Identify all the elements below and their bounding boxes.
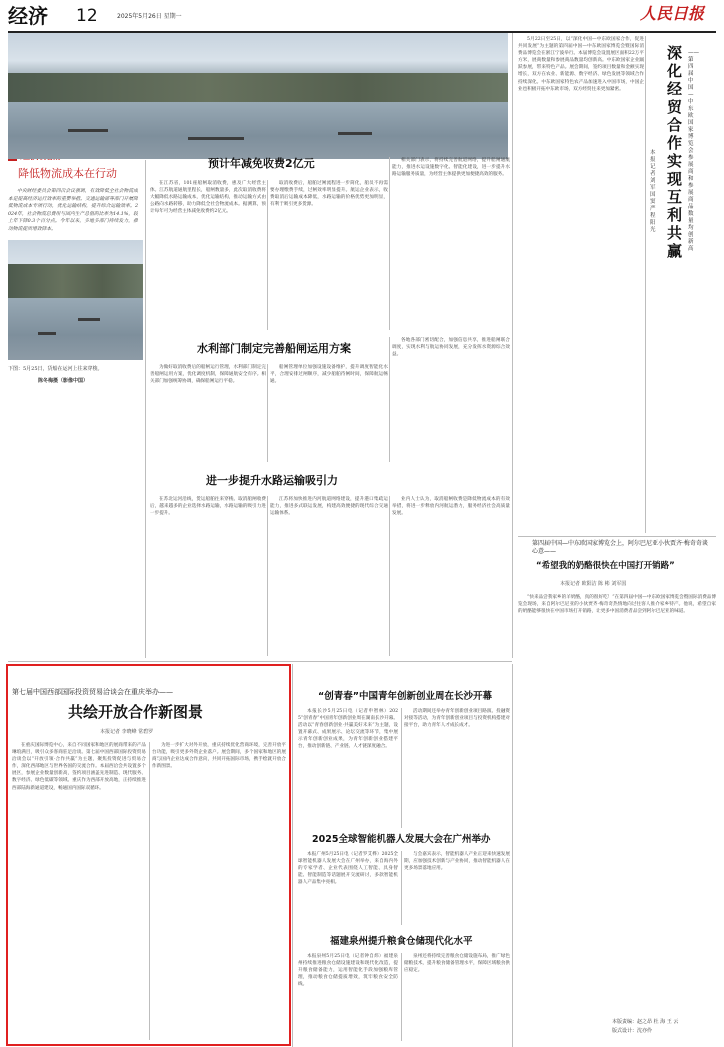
story-left-body-col-1: 在重庆国际博览中心，来自不同国家和地区的展商带来的产品琳琅满目，吸引众多客商驻足洽谈。第七届中国西部国际投资贸易洽谈会以“开放引领·合作共赢”为主题，聚焦投资促进与贸易合作，深化西部地区与世界各国的交流合作。本届西洽会共设置多个展区，参展企业数量创新高，签约项目涵盖先进制造、现代服务、数字经济、绿色低碳等领域。重庆作为西部开放高地，正持续推进西部陆海新通道建设，畅通国内国际双循环。: [12, 743, 146, 791]
story-mid3-headline: 福建泉州提升粮食仓储现代化水平: [330, 936, 473, 947]
story-mid3-body-col-2: 泉州还将持续完善粮食仓储设施布局，推广绿色储粮技术，提升粮食储备管理水平，保障区域粮食供应稳定。: [404, 954, 510, 974]
sidebar-body: 中央财经委员会第四次会议强调，有效降低全社会物流成本是提高经济运行效率的重要举措。交通运输部等部门开展降低物流成本专项行动，优化运输结构，提升综合运输效率。2024年，社会物流总费用与国内生产总值的比率为14.1%，较上年下降0.3个百分点。今年以来，多地多部门持续发力，推动物流提质增效降本。: [8, 189, 138, 232]
main-body-col-7: 在苏北运河沿线，货运船舶往来穿梭。取消船闸收费后，越来越多的企业选择水路运输，水路运输的吸引力进一步提升。: [150, 497, 266, 517]
story-mid3-body-col-1: 本报泉州5月25日电（记者钟自炜）福建泉州持续推进粮食仓储设施建设和现代化改造，提升粮食储备能力，运用智能化手段加强粮库管理，推动粮食仓储提质增效，筑牢粮食安全防线。: [298, 954, 398, 988]
photo-caption: 下图：5月25日，货船在运河上往来穿梭。: [8, 366, 103, 372]
right-story2-kicker: 第四届中国—中东欧国家博览会上，阿尔巴尼亚小伙贾齐·梅奇奇谈心意——: [532, 540, 708, 555]
section-name: 经济: [8, 4, 48, 28]
right-story2-body: “快来品尝我家乡的羊奶酪，真的很好吃！”在第四届中国—中东欧国家博览会暨国际消费品博览会现场，来自阿尔巴尼亚的小伙贾齐·梅奇奇热情地向过往客人推介家乡特产。他说，希望自家的奶酪能够很快在中国市场打开销路，让更多中国消费者品尝到阿尔巴尼亚的味道。: [518, 595, 716, 615]
main-body-col-8: 江苏将加快推进内河航道网络建设，提升港口集疏运能力，推进多式联运发展，构建高效便捷的现代综合交通运输体系。: [270, 497, 388, 517]
main-subhead-3: 进一步提升水路运输吸引力: [206, 474, 338, 487]
story-mid-headline: “创青春”中国青年创新创业周在长沙开幕: [318, 691, 492, 702]
main-body-col-2: 取消收费后，船舶过闸流程进一步简化，船员不再需要办理缴费手续，过闸效率明显提升。航运企业表示，收费取消后运输成本降低，水路运输的价格优势更加明显，有利于吸引更多货源。: [270, 181, 388, 208]
issue-date: 2025年5月26日 星期一: [117, 13, 182, 20]
main-subhead-2: 水利部门制定完善船闸运用方案: [197, 342, 351, 355]
story-mid2-body-col-2: 与会嘉宾表示，智能机器人产业正迎来快速发展期，应加强技术创新与产业协同，推动智能机器人在更多场景落地应用。: [404, 852, 510, 872]
main-body-col-3: 相关部门表示，将持续完善航道网络，提升船闸通航能力，推进水运设施数字化、智能化建设，进一步提升水路运输服务质量，为经营主体提供更加便捷高效的服务。: [392, 158, 510, 178]
editor-credit: 本版责编：赵之昂 杜 海 王 云: [612, 1019, 679, 1025]
design-credit: 版式设计：沈亦伶: [612, 1028, 653, 1034]
newspaper-logo: 人民日报: [640, 4, 705, 23]
right-headline: 深化经贸合作 实现互利共赢: [667, 44, 683, 260]
main-body-col-9: 业内人士认为，取消船闸收费是降低物流成本的有效举措，将进一步释放内河航运潜力，服务经济社会高质量发展。: [392, 497, 510, 517]
canal-photo: [8, 240, 143, 360]
sidebar-title: 降低物流成本在行动: [18, 167, 117, 180]
page-number: 12: [76, 6, 98, 26]
main-body-col-1: 在江苏省，101座船闸取消收费，惠及广大经营主体。江苏航道通航里程长，船闸数量多，此次取消收费将大幅降低水路运输成本，优化运输结构，推动运输方式由公路向水路转移，助力降低全社会物流成本。据测算，预计每年可为经营主体减免收费约2亿元。: [150, 181, 266, 215]
right-byline: 本报记者 刘军国 窦 严 程 阳光: [650, 150, 656, 233]
right-body: 5月22日至25日，以“深化中国—中东欧国家合作，促进共同发展”为主题的第四届中国—中东欧国家博览会暨国际消费品博览会在浙江宁波举行。本届博览会设置展区面积22万平方米，展商数量和参展商品数量均创新高。中东欧国家企业踊跃参展，带来特色产品。展会期间，签约项目数量和金额实现增长，双方在农业、新能源、数字经济、绿色发展等领域合作持续深化。中东欧国家特色农产品加速进入中国市场，中国企业也积极开拓中东欧市场，双方经贸往来更加紧密。: [518, 37, 644, 92]
story-left-body-col-2: 为进一步扩大对外开放，重庆持续优化营商环境，完善开放平台功能，吸引更多外资企业落户。展会期间，多个国家和地区的展商与国内企业达成合作意向，共同开拓国际市场，携手绘就开放合作新图景。: [152, 743, 286, 770]
main-body-col-6: 各地各部门密切配合，加强信息共享，推进船闸联合调度，实现水利与航运协同发展，充分发挥水资源综合效益。: [392, 338, 510, 358]
story-left-headline: 共绘开放合作新图景: [68, 703, 204, 721]
main-subhead-1: 预计年减免收费2亿元: [208, 157, 315, 170]
right-story2-byline: 本报记者 欧阳洁 陈 彬 刘军国: [560, 581, 627, 587]
photo-credit: 陈冬梅摄（影像中国）: [38, 378, 89, 384]
main-body-col-5: 船闸管理单位加强设施设备维护，提升调度智能化水平，合理安排过闸顺序，减少船舶待闸时间，保障航运畅通。: [270, 365, 388, 385]
main-body-col-4: 为做好取消收费后的船闸运行管理，水利部门制定完善船闸运用方案，优化调度机制，保障通航安全有序。相关部门加强统筹协调，确保船闸运行平稳。: [150, 365, 266, 385]
right-story2-headline: “希望我的奶酪很快在中国打开销路”: [536, 561, 675, 571]
story-mid-body-col-2: 活动期间还举办青年创新创业项目路演、投融资对接等活动，为青年创新创业项目与投资机构搭建对接平台，助力青年人才成长成才。: [404, 709, 510, 729]
right-subhead: ——第四届中国—中东欧国家博览会参展商和参展商品数量均创新高: [688, 50, 699, 252]
story-left-byline: 本报记者 李晓峰 常碧罗: [100, 729, 154, 735]
story-mid2-body-col-1: 本报广州5月25日电（记者罗艾桦）2025全球智能机器人发展大会在广州举办，来自海内外的专家学者、企业代表围绕人工智能、具身智能、智能制造等话题展开交流研讨，多款智能机器人产品集中亮相。: [298, 852, 398, 886]
story-mid-body-col-1: 本报长沙5月25日电（记者申智林）2025“创青春”中国青年创新创业周在湖南长沙开幕。活动以“青春创新创业·共赢美好未来”为主题，设置开幕式、成果展示、论坛交流等环节，集中展示青年创新创业成果，为青年创新创业搭建平台，推动创新链、产业链、人才链深度融合。: [298, 709, 398, 750]
story-left-kicker: 第七届中国西部国际投资贸易洽谈会在重庆举办——: [12, 688, 173, 696]
story-mid2-headline: 2025全球智能机器人发展大会在广州举办: [312, 834, 491, 845]
